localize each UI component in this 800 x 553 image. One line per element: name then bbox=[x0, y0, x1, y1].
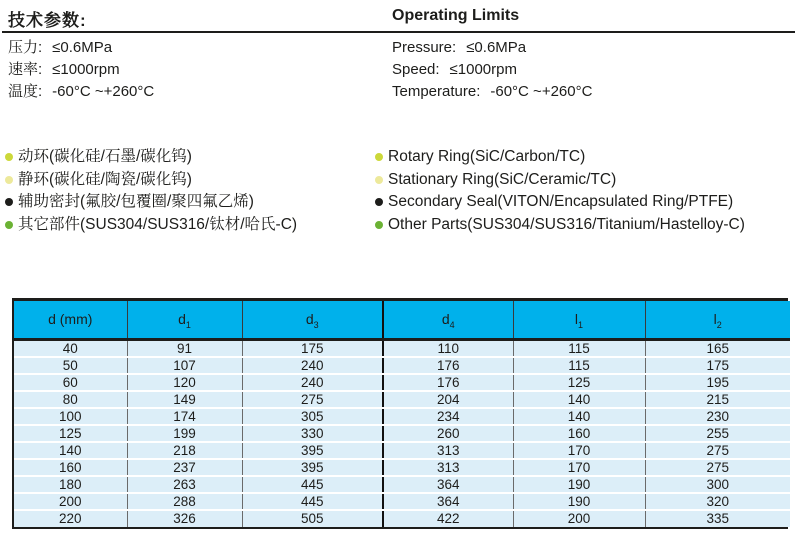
table-cell: 364 bbox=[383, 476, 513, 493]
table-cell: 115 bbox=[513, 339, 645, 357]
table-cell: 165 bbox=[645, 339, 790, 357]
param-label: 温度: bbox=[8, 83, 43, 100]
table-cell: 305 bbox=[242, 408, 383, 425]
table-cell: 125 bbox=[513, 374, 645, 391]
param-row bbox=[8, 37, 154, 59]
material-item bbox=[5, 169, 297, 192]
table-cell: 120 bbox=[127, 374, 242, 391]
table-row bbox=[14, 442, 790, 459]
param-row bbox=[392, 59, 592, 81]
table-cell: 395 bbox=[242, 459, 383, 476]
title-underline bbox=[2, 31, 795, 33]
param-row bbox=[392, 37, 592, 59]
bullet-icon bbox=[5, 198, 13, 206]
param-label: Speed: bbox=[392, 61, 440, 78]
param-row bbox=[392, 81, 592, 103]
bullet-icon bbox=[5, 153, 13, 161]
material-text: 辅助密封(氟胶/包覆圈/聚四氟乙烯) bbox=[18, 193, 254, 210]
table-cell: 125 bbox=[14, 425, 127, 442]
param-value: ≤0.6MPa bbox=[466, 39, 527, 56]
material-item bbox=[375, 146, 745, 169]
material-item bbox=[375, 191, 745, 214]
table-row bbox=[14, 425, 790, 442]
table-cell: 234 bbox=[383, 408, 513, 425]
material-item bbox=[5, 214, 297, 237]
table-cell: 275 bbox=[645, 442, 790, 459]
table-cell: 199 bbox=[127, 425, 242, 442]
table-cell: 160 bbox=[513, 425, 645, 442]
material-text: Secondary Seal(VITON/Encapsulated Ring/PTFE) bbox=[388, 193, 734, 210]
table-cell: 175 bbox=[645, 357, 790, 374]
table-cell: 445 bbox=[242, 493, 383, 510]
table-cell: 300 bbox=[645, 476, 790, 493]
column-header: $d_1$ bbox=[127, 301, 242, 339]
bullet-icon bbox=[375, 221, 383, 229]
table-cell: 175 bbox=[242, 339, 383, 357]
table-cell: 115 bbox=[513, 357, 645, 374]
material-text: 其它部件(SUS304/SUS316/钛材/哈氏-C) bbox=[18, 215, 298, 233]
material-item bbox=[375, 214, 745, 237]
bullet-icon bbox=[375, 176, 383, 184]
materials-list-zh bbox=[5, 146, 297, 236]
bullet-icon bbox=[375, 198, 383, 206]
operating-limits-zh bbox=[8, 37, 154, 103]
table-cell: 100 bbox=[14, 408, 127, 425]
material-text: Rotary Ring(SiC/Carbon/TC) bbox=[388, 148, 586, 165]
table-row bbox=[14, 391, 790, 408]
param-value: ≤0.6MPa bbox=[52, 39, 113, 56]
table-cell: 240 bbox=[242, 374, 383, 391]
material-text: 动环(碳化硅/石墨/碳化钨) bbox=[18, 148, 192, 165]
table-cell: 395 bbox=[242, 442, 383, 459]
table-cell: 263 bbox=[127, 476, 242, 493]
param-value: -60°C ~+260°C bbox=[490, 83, 593, 100]
table-cell: 195 bbox=[645, 374, 790, 391]
section-title-en: Operating Limits bbox=[392, 7, 520, 24]
column-header: $d_4$ bbox=[383, 301, 513, 339]
material-text: 静环(碳化硅/陶瓷/碳化钨) bbox=[18, 170, 192, 188]
material-text: Other Parts(SUS304/SUS316/Titanium/Hastelloy-C) bbox=[388, 215, 745, 233]
param-label: 速率: bbox=[8, 61, 43, 78]
table-cell: 160 bbox=[14, 459, 127, 476]
table-cell: 204 bbox=[383, 391, 513, 408]
table-cell: 170 bbox=[513, 459, 645, 476]
param-label: Pressure: bbox=[392, 39, 457, 56]
table-cell: 50 bbox=[14, 357, 127, 374]
param-row bbox=[8, 81, 154, 103]
table-cell: 330 bbox=[242, 425, 383, 442]
table-cell: 275 bbox=[242, 391, 383, 408]
param-value: -60°C ~+260°C bbox=[52, 83, 155, 100]
table-row bbox=[14, 408, 790, 425]
table-cell: 335 bbox=[645, 510, 790, 527]
param-label: 压力: bbox=[8, 39, 43, 56]
table-cell: 200 bbox=[513, 510, 645, 527]
column-header: $d_3$ bbox=[242, 301, 383, 339]
table-cell: 200 bbox=[14, 493, 127, 510]
table-cell: 149 bbox=[127, 391, 242, 408]
table-cell: 80 bbox=[14, 391, 127, 408]
table-cell: 91 bbox=[127, 339, 242, 357]
bullet-icon bbox=[5, 176, 13, 184]
table-row bbox=[14, 339, 790, 357]
dimension-table bbox=[12, 298, 788, 529]
bullet-icon bbox=[375, 153, 383, 161]
table-row bbox=[14, 357, 790, 374]
table-cell: 180 bbox=[14, 476, 127, 493]
table-cell: 140 bbox=[513, 408, 645, 425]
table-row bbox=[14, 459, 790, 476]
table-cell: 230 bbox=[645, 408, 790, 425]
table-cell: 288 bbox=[127, 493, 242, 510]
column-header: $l_1$ bbox=[513, 301, 645, 339]
material-item bbox=[375, 169, 745, 192]
table-cell: 170 bbox=[513, 442, 645, 459]
table-cell: 110 bbox=[383, 339, 513, 357]
table-header-row bbox=[14, 301, 790, 339]
param-value: ≤1000rpm bbox=[449, 61, 517, 78]
param-row bbox=[8, 59, 154, 81]
table-cell: 313 bbox=[383, 442, 513, 459]
bullet-icon bbox=[5, 221, 13, 229]
table-row bbox=[14, 493, 790, 510]
table-cell: 320 bbox=[645, 493, 790, 510]
section-title-zh: 技术参数: bbox=[8, 11, 87, 30]
column-header: d (mm) bbox=[14, 301, 127, 339]
material-item bbox=[5, 191, 297, 214]
table-cell: 60 bbox=[14, 374, 127, 391]
table-cell: 505 bbox=[242, 510, 383, 527]
material-text: Stationary Ring(SiC/Ceramic/TC) bbox=[388, 170, 617, 188]
table-cell: 190 bbox=[513, 476, 645, 493]
table-cell: 364 bbox=[383, 493, 513, 510]
table-cell: 176 bbox=[383, 374, 513, 391]
param-value: ≤1000rpm bbox=[52, 61, 120, 78]
table-cell: 140 bbox=[14, 442, 127, 459]
table-cell: 174 bbox=[127, 408, 242, 425]
table-cell: 140 bbox=[513, 391, 645, 408]
table-cell: 215 bbox=[645, 391, 790, 408]
table-cell: 313 bbox=[383, 459, 513, 476]
material-item bbox=[5, 146, 297, 169]
table-cell: 326 bbox=[127, 510, 242, 527]
table-cell: 218 bbox=[127, 442, 242, 459]
materials-list-en bbox=[375, 146, 745, 236]
table-cell: 240 bbox=[242, 357, 383, 374]
table-cell: 190 bbox=[513, 493, 645, 510]
table-cell: 275 bbox=[645, 459, 790, 476]
table-cell: 237 bbox=[127, 459, 242, 476]
param-label: Temperature: bbox=[392, 83, 481, 100]
table-cell: 107 bbox=[127, 357, 242, 374]
table-cell: 445 bbox=[242, 476, 383, 493]
table-cell: 422 bbox=[383, 510, 513, 527]
table-cell: 255 bbox=[645, 425, 790, 442]
table-cell: 220 bbox=[14, 510, 127, 527]
table-row bbox=[14, 374, 790, 391]
table-cell: 40 bbox=[14, 339, 127, 357]
table-row bbox=[14, 476, 790, 493]
table-cell: 176 bbox=[383, 357, 513, 374]
column-header: $l_2$ bbox=[645, 301, 790, 339]
table-cell: 260 bbox=[383, 425, 513, 442]
table-row bbox=[14, 510, 790, 527]
operating-limits-en bbox=[392, 37, 592, 103]
